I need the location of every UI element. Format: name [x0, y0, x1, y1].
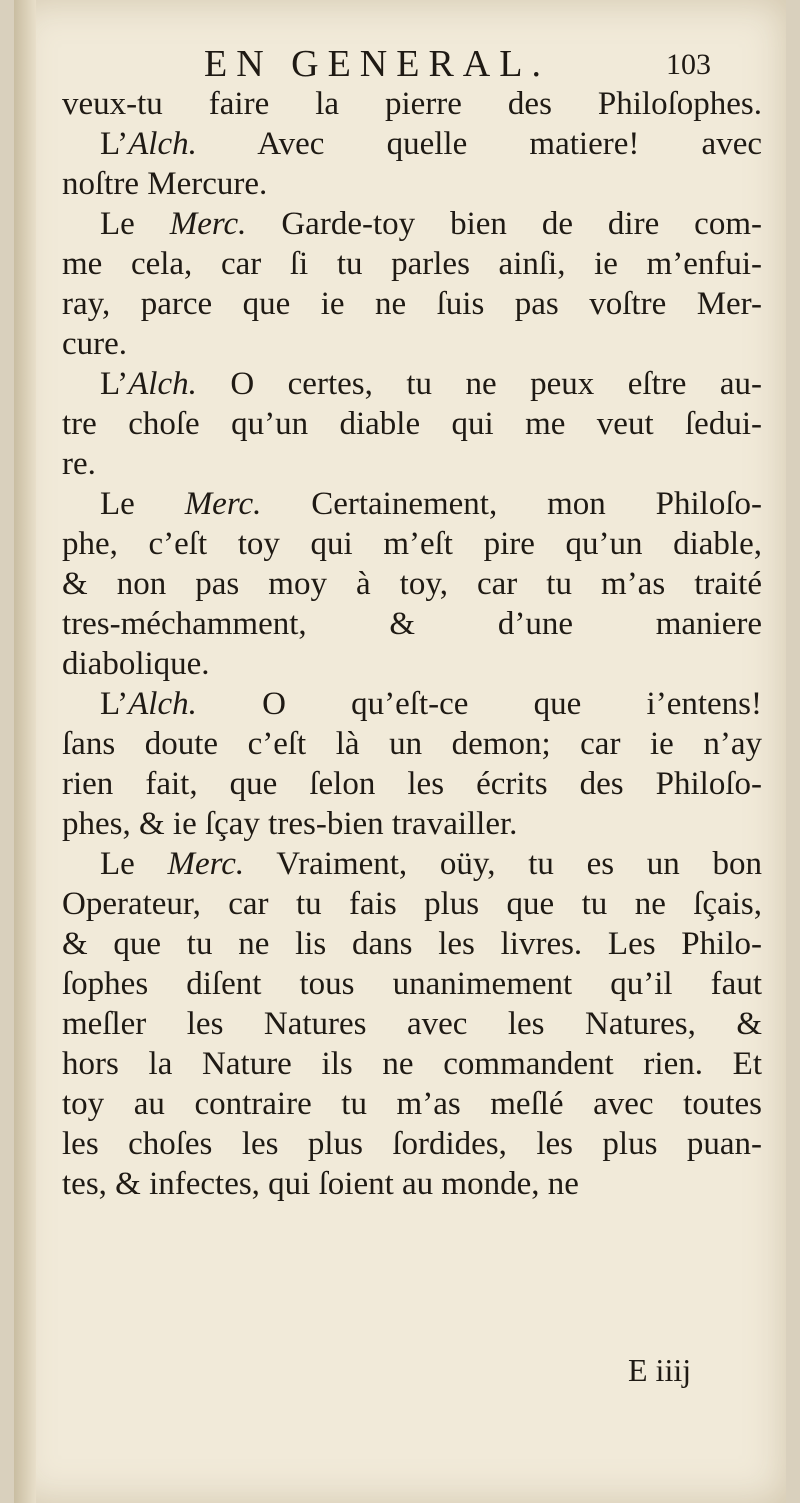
- speaker-article: Le: [100, 846, 168, 882]
- page-gutter: [14, 0, 36, 1503]
- line-text: Certainement, mon Philoſo-: [261, 486, 762, 522]
- text-line: [62, 684, 762, 724]
- line-text: tre choſe qu’un diable qui me veut ſedui-: [62, 406, 762, 442]
- text-line: [62, 164, 762, 204]
- line-text: ſans doute c’eſt là un demon; car ie n’ay: [62, 726, 762, 762]
- line-text: veux-tu faire la pierre des Philoſophes.: [62, 86, 762, 122]
- text-line: [62, 484, 762, 524]
- line-text: phes, & ie ſçay tres-bien travailler.: [62, 806, 518, 842]
- speaker-label: Merc.: [184, 486, 262, 522]
- line-text: les choſes les plus ſordides, les plus puan-: [62, 1126, 762, 1162]
- text-line: [62, 964, 762, 1004]
- line-text: tres-méchamment, & d’une maniere: [62, 606, 762, 642]
- line-text: Vraiment, oüy, tu es un bon: [244, 846, 762, 882]
- text-line: [62, 324, 762, 364]
- line-text: ray, parce que ie ne ſuis pas voſtre Mer-: [62, 286, 762, 322]
- speaker-article: Le: [100, 206, 170, 242]
- line-text: Garde-toy bien de dire com-: [246, 206, 762, 242]
- line-text: re.: [62, 446, 96, 482]
- text-line: [62, 444, 762, 484]
- line-text: diabolique.: [62, 646, 210, 682]
- text-line: [62, 724, 762, 764]
- text-line: [62, 644, 762, 684]
- text-line: [62, 284, 762, 324]
- signature-mark: E iiij: [628, 1352, 692, 1388]
- text-line: [62, 84, 762, 124]
- text-line: [62, 124, 762, 164]
- book-page: [14, 0, 786, 1503]
- text-line: [62, 204, 762, 244]
- line-text: ſophes diſent tous unanimement qu’il faut: [62, 966, 762, 1002]
- text-line: [62, 1084, 762, 1124]
- line-text: phe, c’eſt toy qui m’eſt pire qu’un diable,: [62, 526, 762, 562]
- running-title: EN GENERAL.: [204, 43, 550, 85]
- line-text: cure.: [62, 326, 128, 362]
- speaker-label: Merc.: [169, 206, 247, 242]
- text-line: [62, 924, 762, 964]
- text-line: [62, 764, 762, 804]
- line-text: meſler les Natures avec les Natures, &: [62, 1006, 762, 1042]
- line-text: O qu’eſt-ce que i’entens!: [196, 686, 762, 722]
- speaker-label: Alch.: [128, 366, 197, 402]
- line-text: & non pas moy à toy, car tu m’as traité: [62, 566, 762, 602]
- line-text: Operateur, car tu fais plus que tu ne ſçais,: [62, 886, 762, 922]
- speaker-article: L’: [100, 126, 129, 162]
- speaker-label: Alch.: [128, 686, 197, 722]
- text-line: [62, 1164, 762, 1204]
- text-line: [62, 804, 762, 844]
- text-line: [62, 564, 762, 604]
- text-line: [62, 524, 762, 564]
- speaker-article: L’: [100, 686, 129, 722]
- text-line: [62, 1004, 762, 1044]
- line-text: me cela, car ſi tu parles ainſi, ie m’enfui-: [62, 246, 762, 282]
- line-text: & que tu ne lis dans les livres. Les Philo-: [62, 926, 762, 962]
- speaker-label: Merc.: [167, 846, 245, 882]
- speaker-article: Le: [100, 486, 185, 522]
- text-line: [62, 404, 762, 444]
- line-text: rien fait, que ſelon les écrits des Philoſo-: [62, 766, 762, 802]
- page-number: 103: [666, 48, 711, 81]
- body-text: [62, 84, 762, 1204]
- line-text: tes, & infectes, qui ſoient au monde, ne: [62, 1166, 579, 1202]
- text-line: [62, 1124, 762, 1164]
- line-text: noſtre Mercure.: [62, 166, 268, 202]
- line-text: O certes, tu ne peux eſtre au-: [196, 366, 762, 402]
- text-line: [62, 844, 762, 884]
- text-line: [62, 884, 762, 924]
- speaker-label: Alch.: [128, 126, 197, 162]
- text-line: [62, 604, 762, 644]
- text-line: [62, 364, 762, 404]
- text-line: [62, 1044, 762, 1084]
- speaker-article: L’: [100, 366, 129, 402]
- line-text: toy au contraire tu m’as meſlé avec toutes: [62, 1086, 762, 1122]
- line-text: Avec quelle matiere! avec: [196, 126, 762, 162]
- line-text: hors la Nature ils ne commandent rien. Et: [62, 1046, 762, 1082]
- text-line: [62, 244, 762, 284]
